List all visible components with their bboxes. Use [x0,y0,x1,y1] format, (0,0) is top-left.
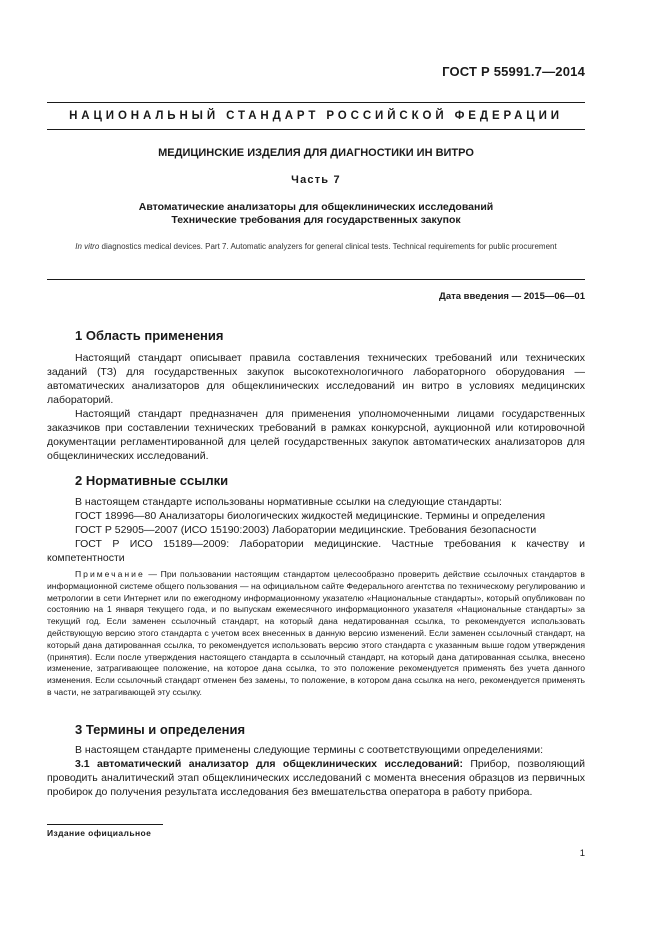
english-title [47,241,585,253]
introduction-date: Дата введения — 2015—06—01 [439,291,585,302]
section-3-intro: В настоящем стандарте применены следующие термины с соответствующими определениями: [75,744,544,756]
document-title: МЕДИЦИНСКИЕ ИЗДЕЛИЯ ДЛЯ ДИАГНОСТИКИ ИН ВИТРО [158,147,474,159]
section-1-body [47,351,585,463]
top-rule [47,102,585,103]
section-2-intro: В настоящем стандарте использованы нормативные ссылки на следующие стандарты: [75,496,502,508]
national-standard-banner: НАЦИОНАЛЬНЫЙ СТАНДАРТ РОССИЙСКОЙ ФЕДЕРАЦИИ [69,110,563,122]
note-label: Примечание [75,569,145,579]
section-2-heading: 2 Нормативные ссылки [75,473,229,488]
section-1-paragraph-1: Настоящий стандарт описывает правила составления технических требований или технических заданий (ТЗ) для государственных закупок высокотехнологичного лабораторного оборудования — автоматических анализаторов для общеклинических исследований ин витро в условиях медицинских лабораторий. [47,352,585,406]
references-note [47,569,585,699]
english-title-text: diagnostics medical devices. Part 7. Automatic analyzers for general clinical tests. Technical requirements for public procurement [99,242,557,251]
document-code: ГОСТ Р 55991.7—2014 [442,64,585,79]
term-3-1-name: 3.1 автоматический анализатор для общеклинических исследований: [75,758,463,770]
reference-1: ГОСТ 18996—80 Анализаторы биологических жидкостей медицинские. Термины и определения [75,510,546,522]
subtitle-line-1: Автоматические анализаторы для общеклинических исследований [138,201,494,213]
banner-rule [47,129,585,130]
section-2-body [47,495,585,565]
english-title-italic: In vitro [75,242,100,251]
reference-2: ГОСТ Р 52905—2007 (ИСО 15190:2003) Лаборатории медицинские. Требования безопасности [75,524,537,536]
part-label: Часть 7 [291,174,341,186]
reference-3: ГОСТ Р ИСО 15189—2009: Лаборатории медицинские. Частные требования к качеству и компетентности [47,538,585,564]
section-3-body [47,743,585,799]
official-edition-label: Издание официальное [47,828,152,838]
section-1-paragraph-2: Настоящий стандарт предназначен для применения уполномоченными лицами государственных заказчиков при составлении технических требований в рамках конкурсной, аукционной или котировочной документации регламентированной для целей государственных закупок автоматических анализаторов для общеклинических исследований. [47,408,585,462]
term-3-1 [47,757,585,799]
date-rule [47,279,585,280]
section-3-heading: 3 Термины и определения [75,722,246,737]
note-text: — При пользовании настоящим стандартом целесообразно проверить действие ссылочных стандартов в информационной системе общего пользования — на официальном сайте Федерального агентства по техническому регулированию и метрологии в сети Интернет или по ежегодному информационному указателю «Национальные стандарты», который опубликован по состоянию на 1 января текущего года, и по выпускам ежемесячного информационного указателя «Национальные стандарты» за текущий год. Если заменен ссылочный стандарт, на который дана недатированная ссылка, то рекомендуется использовать действующую версию этого стандарта с учетом всех внесенных в данную версию изменений. Если заменен ссылочный стандарт, на который дана датированная ссылка, то рекомендуется использовать версию этого стандарта с указанным выше годом утверждения (принятия). Если после утверждения настоящего стандарта в ссылочный стандарт, на который дана датированная ссылка, внесено изменение, затрагивающее положение, на которое дана ссылка, то это положение рекомендуется применять без учета данного изменения. Если ссылочный стандарт отменен без замены, то положение, в котором дана ссылка на него, рекомендуется применять в части, не затрагивающей эту ссылку. [47,569,585,697]
term-3-1-definition: Прибор, позволяющий проводить аналитический этап общеклинических исследований с момента внесения образцов из первичных пробирок до получения результата исследования без вмешательства оператора в работу прибора. [47,758,585,798]
section-1-heading: 1 Область применения [75,328,224,343]
footer-rule [47,824,163,825]
subtitle-line-2: Технические требования для государственных закупок [171,214,461,226]
page-number: 1 [579,848,585,859]
